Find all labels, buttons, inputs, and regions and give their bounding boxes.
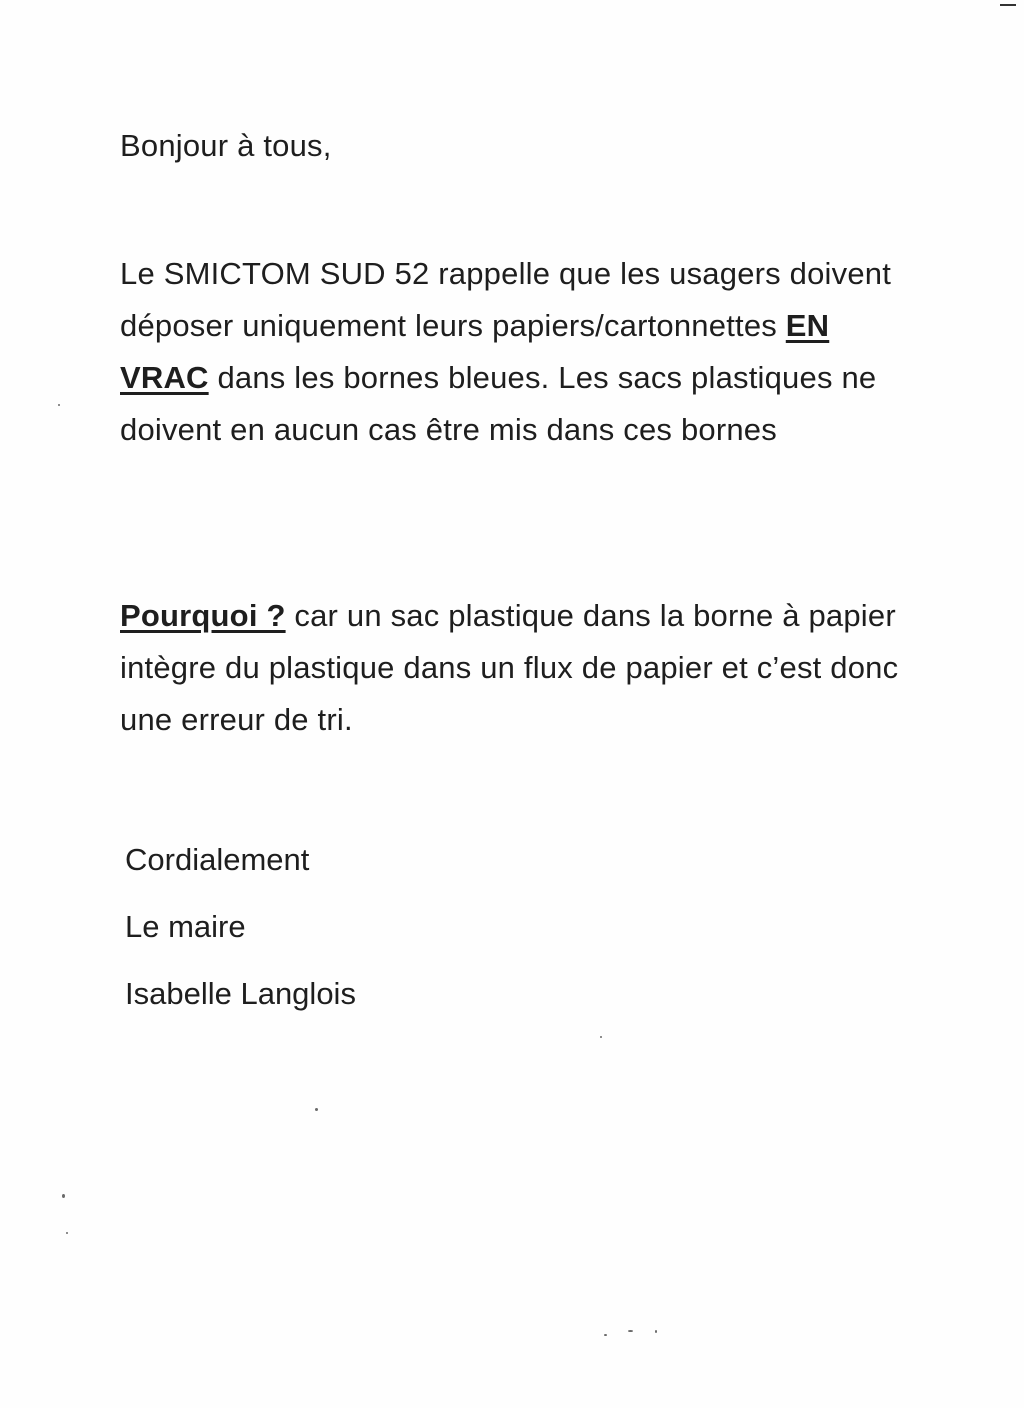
scan-speck xyxy=(315,1108,318,1111)
signature-title: Le maire xyxy=(125,909,246,944)
scan-speck xyxy=(58,404,60,406)
signature-name: Isabelle Langlois xyxy=(125,976,356,1011)
scan-speck xyxy=(600,1036,602,1038)
signature-block xyxy=(125,826,725,1027)
paragraph-2-text: car un sac plastique dans la borne à papier intègre du plastique dans un flux de papier et c’est donc une erreur de tri. xyxy=(120,598,899,737)
paragraph-1-part-2: dans les bornes bleues. Les sacs plastiques ne doivent en aucun cas être mis dans ces bornes xyxy=(120,360,877,447)
en-vrac-emphasis: EN VRAC xyxy=(120,308,830,395)
greeting: Bonjour à tous, xyxy=(120,128,332,163)
paragraph-recycling-rule xyxy=(120,248,920,456)
scan-speck xyxy=(655,1330,657,1333)
scan-speck xyxy=(62,1194,65,1198)
scan-speck xyxy=(604,1334,607,1336)
closing-line: Cordialement xyxy=(125,842,310,877)
scan-speck xyxy=(628,1330,633,1332)
paragraph-1-part-1: Le SMICTOM SUD 52 rappelle que les usagers doivent déposer uniquement leurs papiers/cartonnettes xyxy=(120,256,892,343)
pourquoi-heading: Pourquoi ? xyxy=(120,598,286,633)
paragraph-explanation xyxy=(120,590,920,746)
scan-edge-mark xyxy=(1000,4,1016,6)
scan-speck xyxy=(66,1232,68,1234)
